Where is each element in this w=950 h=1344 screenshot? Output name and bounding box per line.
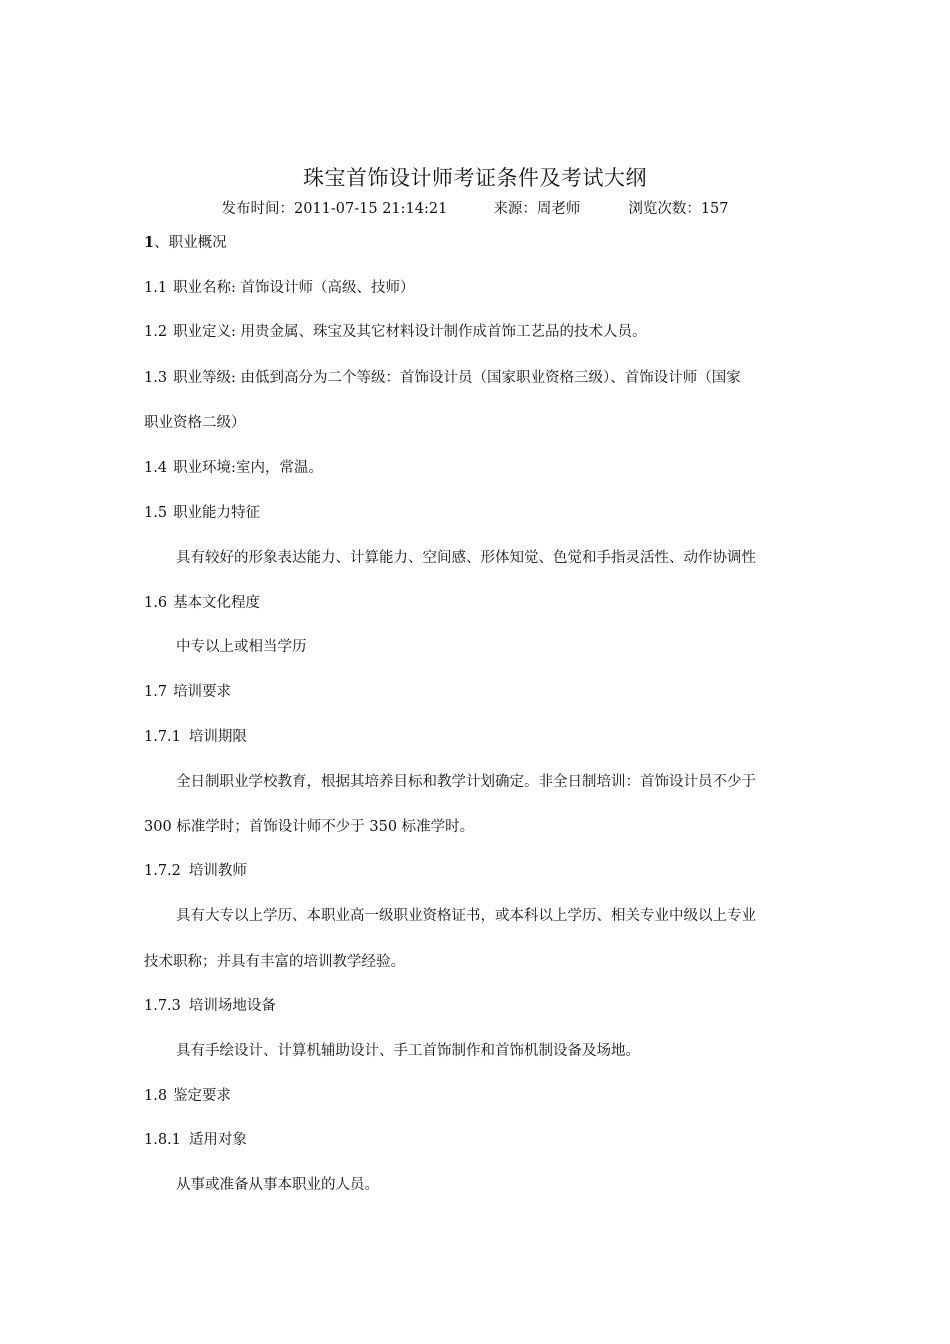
item-text: 职业等级: 由低到高分为二个等级：首饰设计员（国家职业资格三级）、首饰设计师（国家	[173, 370, 741, 386]
item-text: 职业环境:室内，常温。	[173, 460, 323, 476]
document-title: 珠宝首饰设计师考证条件及考试大纲	[303, 166, 647, 190]
item-1-8-1-body: 从事或准备从事本职业的人员。	[176, 1177, 379, 1193]
item-1-2	[144, 320, 810, 344]
item-1-7-1	[144, 725, 810, 749]
section-title: 、职业概况	[154, 235, 227, 251]
item-number: 1.6	[144, 595, 168, 611]
item-number: 1.1	[144, 280, 168, 296]
section-number: 1	[144, 234, 155, 251]
item-number: 1.7.2	[144, 863, 181, 879]
view-count: 浏览次数：157	[628, 201, 729, 217]
item-number: 1.8	[144, 1088, 168, 1104]
item-text: 基本文化程度	[173, 595, 261, 611]
item-1-7-2-continued: 技术职称；并具有丰富的培训教学经验。	[144, 954, 405, 970]
item-text: 职业定义: 用贵金属、珠宝及其它材料设计制作成首饰工艺品的技术人员。	[173, 324, 647, 340]
document-meta	[0, 197, 950, 221]
item-1-7-2-body: 具有大专以上学历、本职业高一级职业资格证书，或本科以上学历、相关专业中级以上专业	[176, 908, 756, 924]
item-1-5-body: 具有较好的形象表达能力、计算能力、空间感、形体知觉、色觉和手指灵活性、动作协调性	[176, 550, 756, 566]
item-number: 1.7.1	[144, 729, 181, 745]
item-1-8-1	[144, 1128, 810, 1152]
item-number: 1.7.3	[144, 998, 181, 1014]
item-1-7-1-continued: 300 标准学时；首饰设计师不少于 350 标准学时。	[144, 819, 475, 835]
section-heading-1	[144, 231, 810, 255]
publish-time: 发布时间：2011-07-15 21:14:21	[221, 201, 448, 217]
item-text: 职业能力特征	[173, 505, 261, 521]
item-1-7-3	[144, 994, 810, 1018]
source: 来源：周老师	[493, 201, 581, 217]
item-text: 鉴定要求	[173, 1088, 232, 1104]
item-number: 1.3	[144, 370, 168, 386]
item-text: 培训教师	[188, 863, 247, 879]
item-number: 1.5	[144, 505, 168, 521]
item-1-7-2	[144, 859, 810, 883]
item-1-7-1-body: 全日制职业学校教育，根据其培养目标和教学计划确定。非全日制培训：首饰设计员不少于	[176, 774, 756, 790]
item-1-6	[144, 591, 810, 615]
item-1-3	[144, 366, 810, 390]
item-text: 培训场地设备	[188, 998, 276, 1014]
item-1-6-body: 中专以上或相当学历	[176, 639, 307, 655]
item-number: 1.4	[144, 460, 168, 476]
item-1-7-3-body: 具有手绘设计、计算机辅助设计、手工首饰制作和首饰机制设备及场地。	[176, 1043, 640, 1059]
item-number: 1.7	[144, 684, 168, 700]
item-1-3-continued: 职业资格二级）	[144, 415, 246, 431]
item-text: 适用对象	[188, 1132, 247, 1148]
item-number: 1.8.1	[144, 1132, 181, 1148]
item-1-4	[144, 456, 810, 480]
item-text: 培训要求	[173, 684, 232, 700]
item-1-8	[144, 1084, 810, 1108]
item-1-7	[144, 680, 810, 704]
item-1-1	[144, 276, 810, 300]
item-1-5	[144, 501, 810, 525]
item-text: 职业名称: 首饰设计师（高级、技师）	[173, 280, 415, 296]
item-number: 1.2	[144, 324, 168, 340]
item-text: 培训期限	[188, 729, 247, 745]
